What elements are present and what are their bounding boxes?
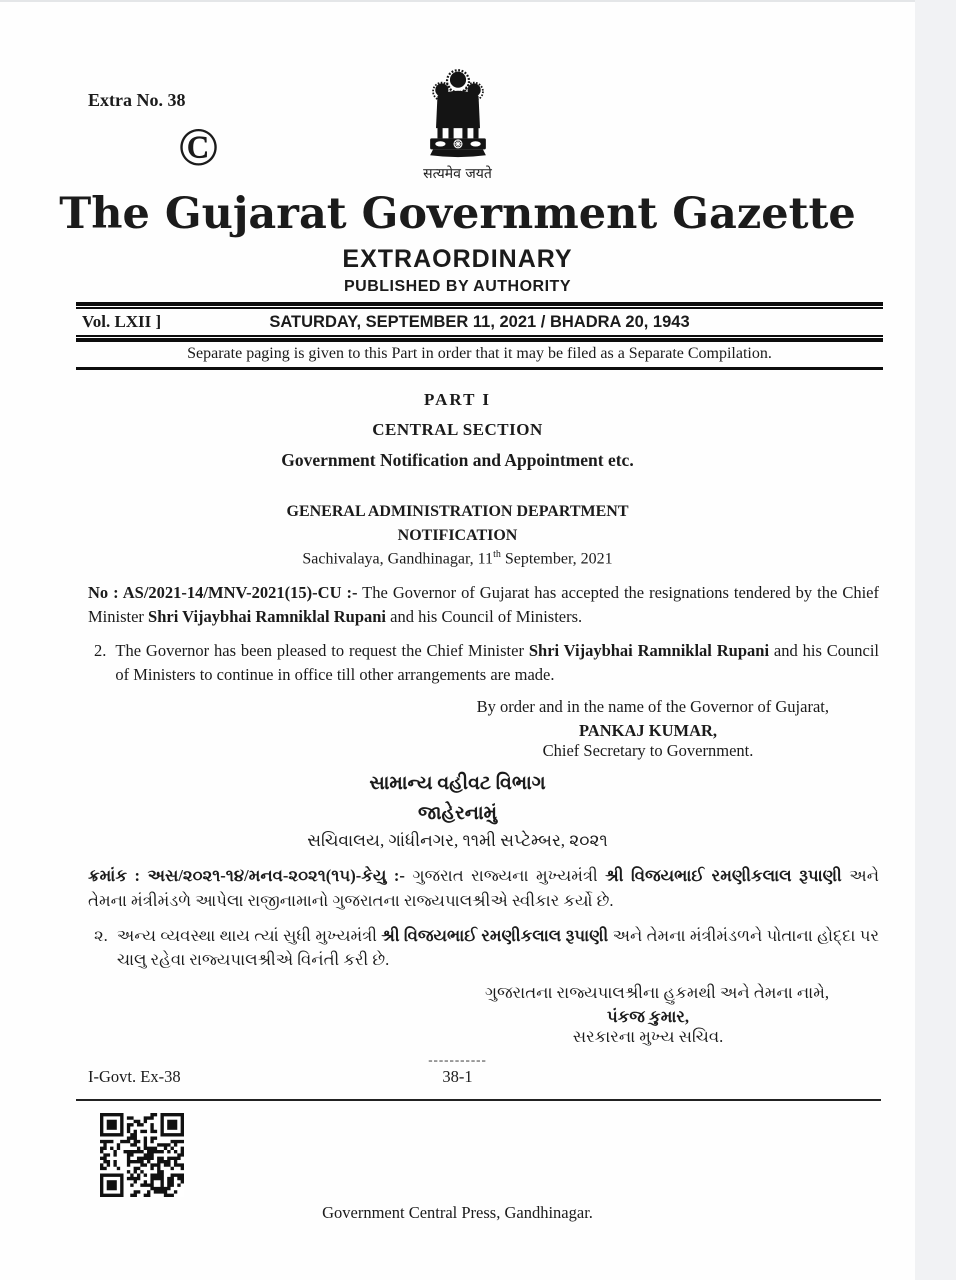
press-imprint: Government Central Press, Gandhinagar. (322, 1203, 593, 1223)
doc-type-heading-gujarati: જાહેરનામું (417, 803, 498, 825)
signatory-name-gujarati: પંકજ કુમાર, (606, 1007, 690, 1027)
notification-number-gujarati: ક્રમાંક : અસ/૨૦૨૧-૧૪/મનવ-૨૦૨૧(૧૫)-કેયુ :- (88, 866, 405, 886)
by-order-line-gujarati: ગુજરાતના રાજ્યપાલશ્રીના હુકમથી અને તેમના નામે, (485, 983, 829, 1003)
signatory-name: PANKAJ KUMAR, (578, 721, 718, 741)
volume-banner (76, 302, 883, 370)
edition-label: EXTRAORDINARY (342, 245, 573, 273)
volume-label: Vol. LXII ] (82, 312, 162, 331)
double-rule-bottom (76, 335, 883, 342)
ordinal-superscript: th (493, 549, 501, 560)
document-reference: I-Govt. Ex-38 (88, 1067, 181, 1087)
qr-code-icon (100, 1113, 184, 1197)
cm-name-bold-gujarati: શ્રી વિજયભાઈ રમણીકલાલ રૂપાણી (381, 925, 609, 945)
doc-type-heading: NOTIFICATION (397, 527, 518, 544)
signature-block-english (483, 721, 813, 761)
gujarati-body (0, 864, 915, 1047)
page-reference: 38-1 (442, 1067, 473, 1087)
single-rule (76, 367, 883, 370)
issue-date: SATURDAY, SEPTEMBER 11, 2021 / BHADRA 20, 1943 (269, 313, 690, 331)
notification-paragraph-2: 2. The Governor has been pleased to request the Chief Minister Shri Vijaybhai Ramniklal Rupani and his Council of Ministers to continue in office till other arrangements are made. (88, 639, 879, 687)
department-heading: GENERAL ADMINISTRATION DEPARTMENT (286, 503, 629, 520)
emblem-motto: सत्यमेव जयते (423, 166, 492, 182)
volume-date-row (76, 309, 883, 335)
cm-name-bold: Shri Vijaybhai Ramniklal Rupani (148, 607, 386, 627)
paragraph-number: 2. (94, 641, 107, 661)
section-heading: CENTRAL SECTION (372, 420, 543, 439)
english-body (0, 581, 915, 761)
notification-number: No : AS/2021-14/MNV-2021(15)-CU :- (88, 583, 358, 603)
footer-rule (76, 1099, 881, 1101)
cm-name-bold-gujarati: શ્રી વિજયભાઈ રમણીકલાલ રૂપાણી (605, 866, 842, 886)
notification-paragraph-2-gujarati: ૨. અન્ય વ્યવસ્થા થાય ત્યાં સુધી મુખ્યમંત્રી શ્રી વિજયભાઈ રમણીકલાલ રૂપાણી અને તેમના મંત્રીમંડળને પોતાના હોદ્દા પર ચાલુ રહેવા રાજ્યપાલશ્રીએ વિનંતી કરી છે. (88, 924, 879, 974)
notification-paragraph-1: No : AS/2021-14/MNV-2021(15)-CU :- The Governor of Gujarat has accepted the resignations tendered by the Chief Minister Shri Vijaybhai Ramniklal Rupani and his Council of Ministers. (88, 583, 879, 627)
double-rule-top (76, 302, 883, 309)
place-date-line: Sachivalaya, Gandhinagar, 11th September, 2021 (302, 549, 613, 568)
by-order-line: By order and in the name of the Governor of Gujarat, (476, 697, 829, 717)
department-heading-gujarati: સામાન્ય વહીવટ વિભાગ (369, 773, 546, 795)
paragraph-number-gujarati: ૨. (94, 925, 108, 945)
authority-line: PUBLISHED BY AUTHORITY (343, 278, 571, 295)
signatory-title: Chief Secretary to Government. (542, 741, 754, 761)
dash-separator: ----------- (428, 1052, 487, 1068)
notification-paragraph-1-gujarati: ક્રમાંક : અસ/૨૦૨૧-૧૪/મનવ-૨૦૨૧(૧૫)-કેયુ :- ગુજરાત રાજ્યના મુખ્યમંત્રી શ્રી વિજયભાઈ રમણીકલાલ રૂપાણી અને તેમના મંત્રીમંડળે આપેલા રાજીનામાનો ગુજરાતના રાજ્યપાલશ્રીએ સ્વીકાર કર્યો છે. (88, 866, 880, 910)
copyright-symbol-icon: © (178, 117, 219, 177)
qr-zone (100, 1113, 915, 1197)
national-emblem (414, 62, 502, 183)
signature-block-gujarati (483, 1007, 813, 1047)
part-heading: PART I (424, 390, 491, 409)
signatory-title-gujarati: સરકારના મુખ્ય સચિવ. (572, 1027, 724, 1047)
place-date-line-gujarati: સચિવાલય, ગાંધીનગર, ૧૧મી સપ્ટેમ્બર, ૨૦૨૧ (307, 831, 608, 851)
gazette-title: The Gujarat Government Gazette (59, 189, 856, 239)
ashoka-lion-capital-icon (414, 62, 502, 162)
separate-paging-note: Separate paging is given to this Part in order that it may be filed as a Separate Compilation. (187, 345, 772, 362)
cm-name-bold: Shri Vijaybhai Ramniklal Rupani (528, 641, 770, 661)
masthead (0, 2, 915, 296)
reference-row (0, 1067, 915, 1091)
extra-number: Extra No. 38 (88, 90, 186, 110)
section-subject: Government Notification and Appointment etc. (281, 450, 634, 470)
